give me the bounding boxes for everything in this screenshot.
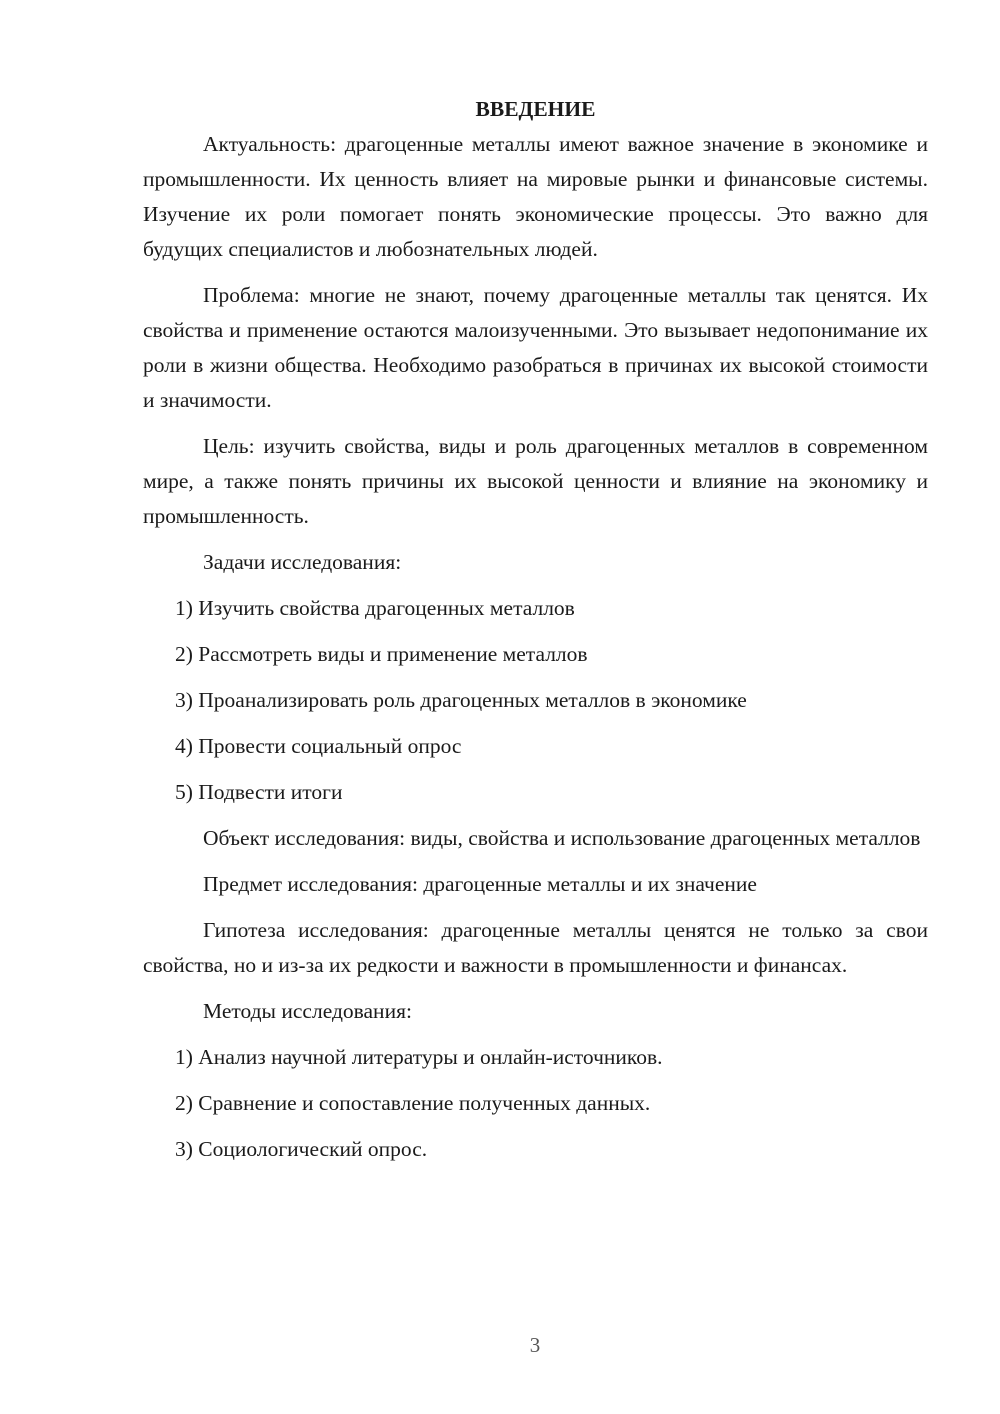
tasks-heading: Задачи исследования: — [203, 550, 402, 574]
list-item: 3) Социологический опрос. — [175, 1137, 428, 1161]
list-item: 2) Сравнение и сопоставление полученных данных. — [175, 1091, 651, 1115]
list-item: 1) Изучить свойства драгоценных металлов — [175, 596, 575, 620]
page-number: 3 — [529, 1333, 541, 1357]
list-item: 1) Анализ научной литературы и онлайн-источников. — [175, 1045, 663, 1069]
problem-paragraph: Проблема: многие не знают, почему драгоценные металлы так ценятся. Их свойства и применение остаются малоизученными. Это вызывает недопонимание их роли в жизни общества. Необходимо разобраться в причинах их высокой стоимости и значимости. — [143, 283, 928, 412]
document-title: ВВЕДЕНИЕ — [475, 97, 596, 121]
list-item: 2) Рассмотреть виды и применение металлов — [175, 642, 588, 666]
goal-paragraph: Цель: изучить свойства, виды и роль драгоценных металлов в современном мире, а также понять причины их высокой ценности и влияние на экономику и промышленность. — [143, 434, 928, 528]
list-item: 4) Провести социальный опрос — [175, 734, 462, 758]
relevance-paragraph: Актуальность: драгоценные металлы имеют важное значение в экономике и промышленности. Их ценность влияет на мировые рынки и финансовые системы. Изучение их роли помогает понять экономические процессы. Это важно для будущих специалистов и любознательных людей. — [143, 132, 928, 261]
methods-heading: Методы исследования: — [203, 999, 412, 1023]
tasks-list — [143, 591, 928, 810]
hypothesis-paragraph: Гипотеза исследования: драгоценные металлы ценятся не только за свои свойства, но и из-за их редкости и важности в промышленности и финансах. — [143, 918, 928, 977]
list-item: 5) Подвести итоги — [175, 780, 343, 804]
subject-paragraph: Предмет исследования: драгоценные металлы и их значение — [203, 872, 757, 896]
list-item: 3) Проанализировать роль драгоценных металлов в экономике — [175, 688, 747, 712]
object-paragraph: Объект исследования: виды, свойства и использование драгоценных металлов — [203, 826, 921, 850]
methods-list — [143, 1040, 928, 1167]
document-body — [143, 92, 928, 1178]
